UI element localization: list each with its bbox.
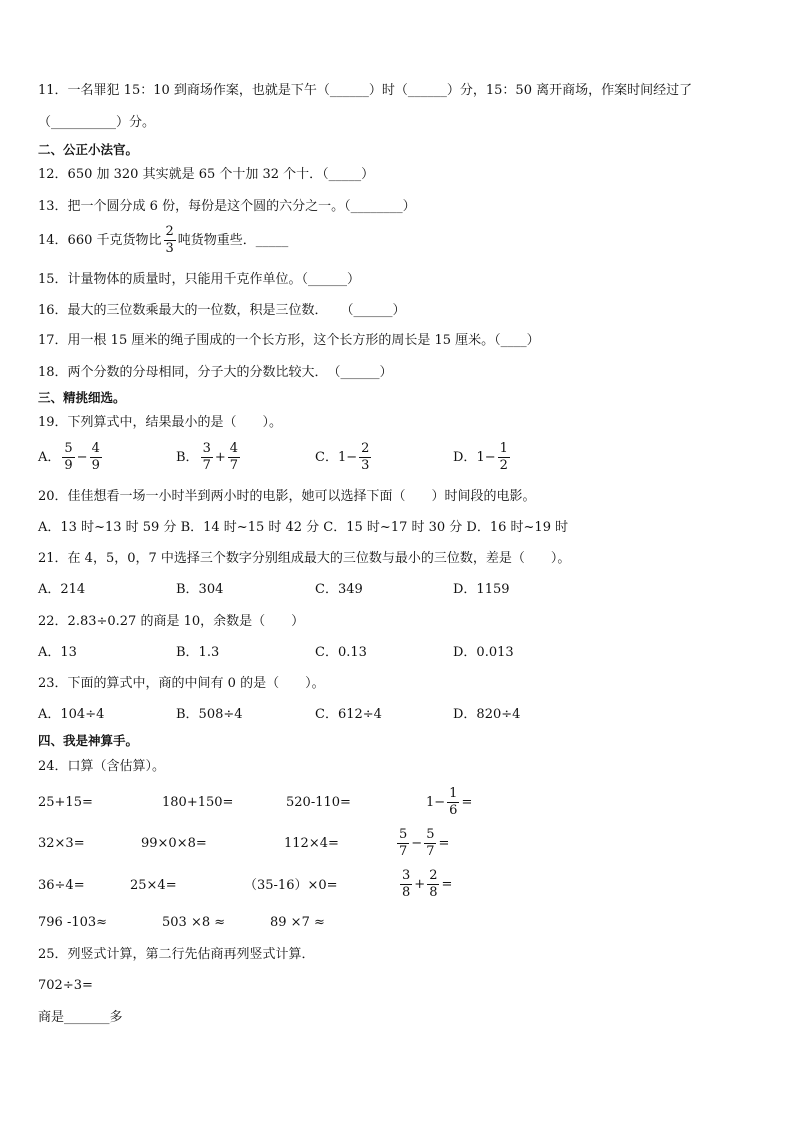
section-3-title: 三、精挑细选。 [38, 390, 126, 405]
q18: 18．两个分数的分母相同，分子大的分数比较大． （______） [38, 365, 393, 380]
q19-c-pre: 1− [337, 450, 358, 465]
q14-den: 3 [165, 241, 174, 256]
q14-post: 吨货物重些．_____ [177, 233, 289, 248]
q24-r2-c4: $\frac{5}{7}$ − $\frac{5}{7}$ = [399, 827, 450, 859]
q16: 16．最大的三位数乘最大的一位数，积是三位数． （______） [38, 303, 406, 318]
q19-option-b[interactable] [176, 441, 242, 474]
q24-r1-c2: 180+150= [162, 795, 234, 810]
q24-r3-c3: （35-16）×0= [244, 878, 338, 893]
q22-option-c[interactable]: C．0.13 [315, 645, 367, 660]
q17: 17．用一根 15 厘米的绳子围成的一个长方形，这个长方形的周长是 15 厘米。（____） [38, 333, 540, 348]
q21-option-c[interactable]: C．349 [315, 582, 363, 597]
q14 [38, 224, 288, 258]
q19-a-label: A． [38, 450, 61, 465]
q12: 12．650 加 320 其实就是 65 个十加 32 个十．（_____） [38, 167, 375, 182]
q24-r1-c1: 25+15= [38, 795, 93, 810]
q20-stem: 20．佳佳想看一场一小时半到两小时的电影，她可以选择下面（ ）时间段的电影。 [38, 489, 536, 504]
q24-r4-c1: 796 -103≈ [38, 915, 108, 930]
q19-b-frac1: $\frac{3}{7}$ [202, 441, 211, 473]
q24-r1-c3: 520-110= [286, 795, 351, 810]
q11-line2: （__________）分。 [38, 115, 156, 130]
q21-option-b[interactable]: B．304 [176, 582, 224, 597]
q13: 13．把一个圆分成 6 份，每份是这个圆的六分之一。（________） [38, 199, 416, 214]
q23-option-a[interactable]: A．104÷4 [38, 707, 105, 722]
q23-option-b[interactable]: B．508÷4 [176, 707, 243, 722]
q22-option-b[interactable]: B．1.3 [176, 645, 220, 660]
q21-option-a[interactable]: A．214 [38, 582, 86, 597]
q24-r2-frac1: $\frac{5}{7}$ [399, 827, 408, 859]
q24-r2-frac2: $\frac{5}{7}$ [426, 827, 435, 859]
q19-d-pre: 1− [476, 450, 496, 465]
q19-option-d[interactable] [453, 441, 512, 474]
q21-stem: 21．在 4，5，0，7 中选择三个数字分别组成最大的三位数与最小的三位数，差是（ ）。 [38, 551, 571, 566]
q19-a-op: − [76, 450, 88, 465]
q19-stem: 19．下列算式中，结果最小的是（ ）。 [38, 415, 283, 430]
q22-stem: 22．2.83÷0.27 的商是 10，余数是（ ） [38, 614, 305, 629]
q19-option-a[interactable] [38, 441, 104, 474]
q19-c-label: C． [315, 450, 338, 465]
q24-r1-frac: $\frac{1}{6}$ [449, 786, 458, 818]
q24-r1-c4: 1− $\frac{1}{6}$ = [426, 786, 473, 818]
q14-fraction [164, 224, 176, 257]
q24-r3-c4: $\frac{3}{8}$ + $\frac{2}{8}$ = [402, 868, 453, 900]
q24-r2-c1: 32×3= [38, 836, 85, 851]
q19-b-op: + [214, 450, 226, 465]
q24-r3-frac1: $\frac{3}{8}$ [402, 868, 411, 900]
q11-line1: 11．一名罪犯 15：10 到商场作案，也就是下午（______）时（______）分，15：50 离开商场，作案时间经过了 [38, 83, 693, 98]
section-4-title: 四、我是神算手。 [38, 733, 139, 748]
q24-r4-c2: 503 ×8 ≈ [162, 915, 226, 930]
q15: 15．计量物体的质量时，只能用千克作单位。（______） [38, 272, 361, 287]
q22-option-a[interactable]: A．13 [38, 645, 77, 660]
q25-stem: 25．列竖式计算，第二行先估商再列竖式计算． [38, 947, 315, 962]
q19-b-frac2: $\frac{4}{7}$ [229, 441, 239, 473]
q24-r3-c2: 25×4= [130, 878, 177, 893]
section-2-title: 二、公正小法官。 [38, 142, 139, 157]
q24-r3-c1: 36÷4= [38, 878, 85, 893]
q23-option-d[interactable]: D．820÷4 [453, 707, 521, 722]
q25-expr: 702÷3= [38, 978, 93, 993]
q22-option-d[interactable]: D．0.013 [453, 645, 514, 660]
q23-stem: 23．下面的算式中，商的中间有 0 的是（ ）。 [38, 676, 325, 691]
q24-r3-frac2: $\frac{2}{8}$ [429, 868, 438, 900]
q19-b-label: B． [176, 450, 199, 465]
q25-estimate: 商是_______多 [38, 1010, 123, 1025]
q14-pre: 14．660 千克货物比 [38, 233, 162, 248]
q19-d-frac: $\frac{1}{2}$ [499, 441, 508, 473]
q24-r4-c3: 89 ×7 ≈ [270, 915, 325, 930]
q19-a-frac2: $\frac{4}{9}$ [91, 441, 100, 473]
q24-stem: 24．口算（含估算）。 [38, 759, 166, 774]
q19-a-frac1: $\frac{5}{9}$ [64, 441, 73, 473]
q21-option-d[interactable]: D．1159 [453, 582, 510, 597]
q19-option-c[interactable] [315, 441, 373, 474]
q14-num: 2 [165, 224, 174, 239]
q20-options[interactable]: A．13 时~13 时 59 分 B．14 时~15 时 42 分 C．15 时~17 时 30 分 D．16 时~19 时 [38, 520, 569, 535]
q23-option-c[interactable]: C．612÷4 [315, 707, 382, 722]
q24-r2-c2: 99×0×8= [141, 836, 207, 851]
q24-r2-c3: 112×4= [284, 836, 339, 851]
q19-d-label: D． [453, 450, 477, 465]
q19-c-frac: $\frac{2}{3}$ [361, 441, 370, 473]
